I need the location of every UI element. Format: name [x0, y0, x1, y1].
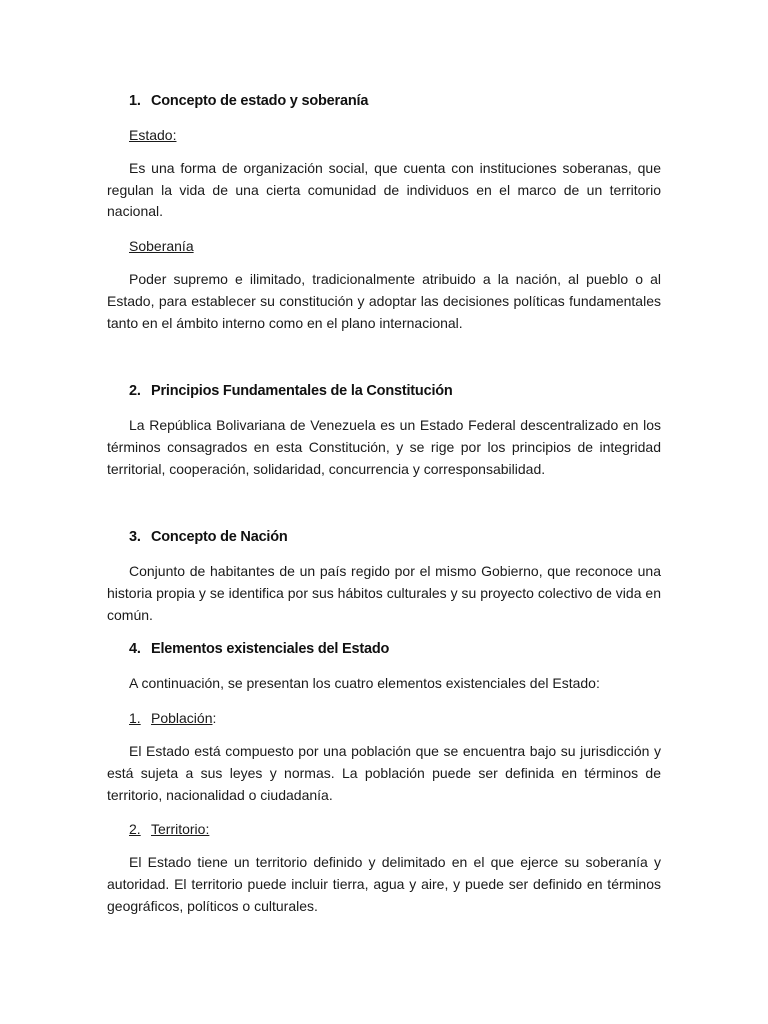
principios-text: La República Bolivariana de Venezuela es un Estado Federal descentralizado en los términos consagrados en esta Constitución, y se rige por los principios de integridad territorial, cooperación, solidaridad, concurrencia y corresponsabilidad.	[107, 417, 661, 477]
poblacion-label-text: Población	[151, 710, 213, 727]
nacion-text: Conjunto de habitantes de un país regido por el mismo Gobierno, que reconoce una historia propia y se identifica por sus hábitos culturales y su proyecto colectivo de vida en común.	[107, 563, 661, 623]
section-1-heading	[107, 90, 661, 112]
section-4-number: 4.	[129, 641, 141, 658]
estado-label	[107, 124, 661, 146]
soberania-definition: Poder supremo e ilimitado, tradicionalmente atribuido a la nación, al pueblo o al Estado, para establecer su constitución y adoptar las decisiones políticas fundamentales tanto en el ámbito interno como en el plano internacional.	[107, 271, 661, 331]
section-3-title: Concepto de Nación	[151, 529, 288, 546]
section-3-number: 3.	[129, 529, 141, 546]
territorio-label	[107, 818, 661, 840]
poblacion-label	[107, 707, 661, 729]
territorio-text: El Estado tiene un territorio definido y delimitado en el que ejerce su soberanía y autoridad. El territorio puede incluir tierra, agua y aire, y puede ser definido en términos geográficos, políticos o culturales.	[107, 854, 661, 914]
section-3-heading	[107, 526, 661, 548]
territorio-label-text: Territorio:	[151, 821, 210, 838]
section-4-heading	[107, 638, 661, 660]
estado-definition: Es una forma de organización social, que cuenta con instituciones soberanas, que regulan la vida de una cierta comunidad de individuos en el marco de un territorio nacional.	[107, 160, 661, 220]
poblacion-text: El Estado está compuesto por una población que se encuentra bajo su jurisdicción y está sujeta a sus leyes y normas. La población puede ser definida en términos de territorio, nacionalidad o ciudadanía.	[107, 743, 661, 803]
section-1-number: 1.	[129, 93, 141, 109]
soberania-label	[107, 235, 661, 257]
section-2-heading	[107, 380, 661, 402]
section-4-title: Elementos existenciales del Estado	[151, 641, 390, 658]
section-2-title: Principios Fundamentales de la Constitución	[151, 383, 453, 400]
poblacion-number: 1.	[129, 710, 141, 727]
territorio-number: 2.	[129, 821, 141, 838]
poblacion-label-suffix: :	[212, 710, 217, 727]
elementos-intro: A continuación, se presentan los cuatro elementos existenciales del Estado:	[129, 675, 600, 692]
soberania-label-text: Soberanía	[129, 238, 194, 255]
section-2-number: 2.	[129, 383, 141, 400]
estado-label-text: Estado:	[129, 127, 177, 143]
section-1-title: Concepto de estado y soberanía	[151, 93, 369, 109]
